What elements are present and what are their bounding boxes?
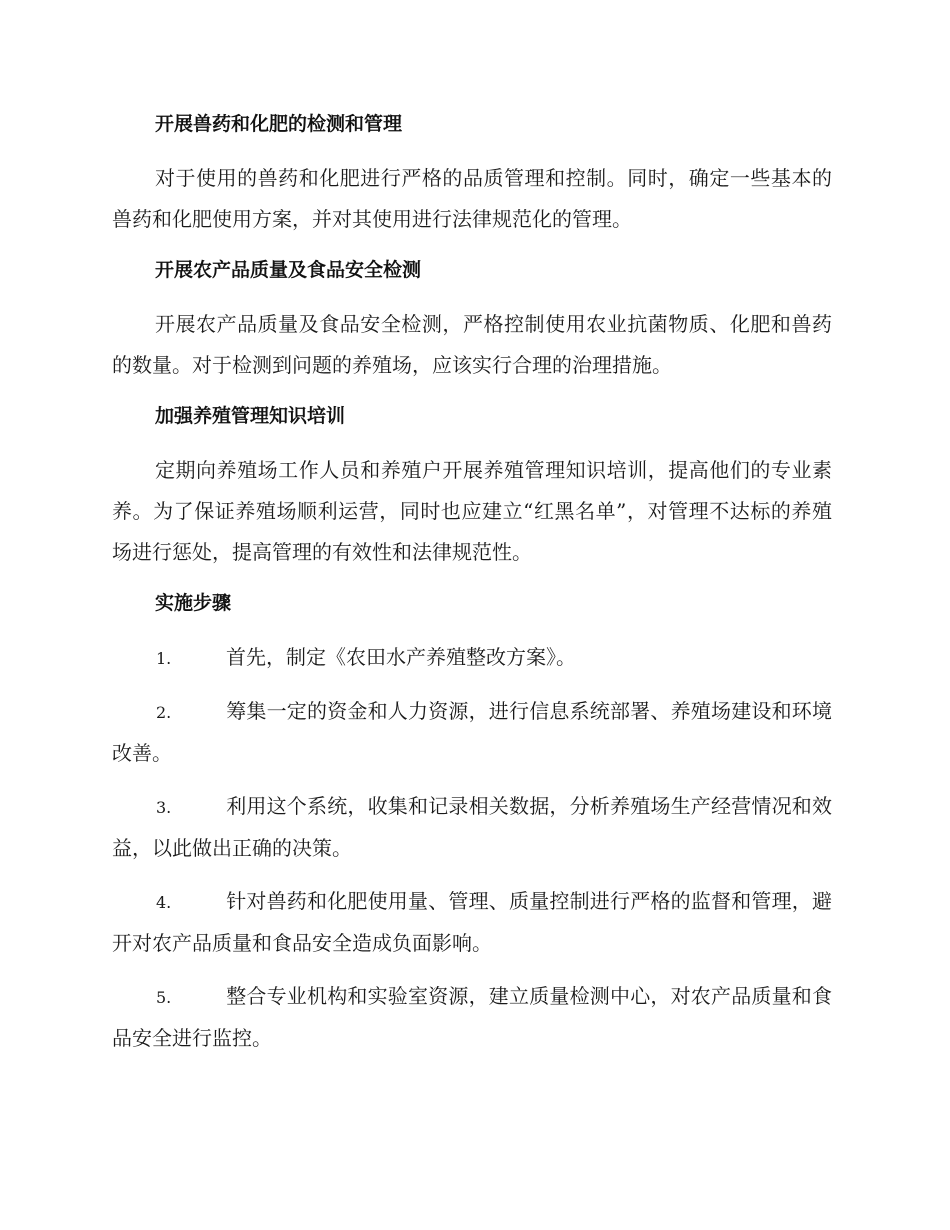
section-paragraph: 开展农产品质量及食品安全检测，严格控制使用农业抗菌物质、化肥和兽药的数量。对于检测到问题的养殖场，应该实行合理的治理措施。 — [112, 312, 832, 377]
section-training — [112, 396, 832, 573]
step-text: 首先，制定《农田水产养殖整改方案》。 — [226, 645, 576, 669]
section-heading: 开展兽药和化肥的检测和管理 — [155, 113, 403, 135]
step-number: 4. — [156, 893, 172, 912]
step-text: 整合专业机构和实验室资源，建立质量检测中心，对农产品质量和食品安全进行监控。 — [112, 984, 832, 1050]
step-text: 利用这个系统，收集和记录相关数据，分析养殖场生产经营情况和效益，以此做出正确的决策。 — [112, 794, 832, 860]
document-page — [112, 104, 832, 1071]
steps-heading: 实施步骤 — [155, 592, 232, 614]
section-paragraph: 定期向养殖场工作人员和养殖户开展养殖管理知识培训，提高他们的专业素养。为了保证养殖场顺利运营，同时也应建立“红黑名单”，对管理不达标的养殖场进行惩处，提高管理的有效性和法律规范性。 — [112, 458, 832, 564]
list-item — [112, 637, 832, 679]
step-number: 2. — [156, 703, 172, 722]
section-food-safety — [112, 250, 832, 386]
section-vet-fertilizer — [112, 104, 832, 240]
list-item — [112, 881, 832, 964]
step-text: 筹集一定的资金和人力资源，进行信息系统部署、养殖场建设和环境改善。 — [112, 699, 832, 765]
section-heading: 加强养殖管理知识培训 — [155, 405, 346, 427]
list-item — [112, 976, 832, 1059]
section-paragraph: 对于使用的兽药和化肥进行严格的品质管理和控制。同时，确定一些基本的兽药和化肥使用方案，并对其使用进行法律规范化的管理。 — [112, 166, 832, 231]
section-implementation-steps — [112, 583, 832, 1059]
section-heading: 开展农产品质量及食品安全检测 — [155, 259, 422, 281]
step-number: 1. — [156, 649, 172, 668]
list-item — [112, 691, 832, 774]
step-text: 针对兽药和化肥使用量、管理、质量控制进行严格的监督和管理，避开对农产品质量和食品安全造成负面影响。 — [112, 889, 832, 955]
step-number: 3. — [156, 798, 172, 817]
list-item — [112, 786, 832, 869]
step-number: 5. — [156, 988, 172, 1007]
